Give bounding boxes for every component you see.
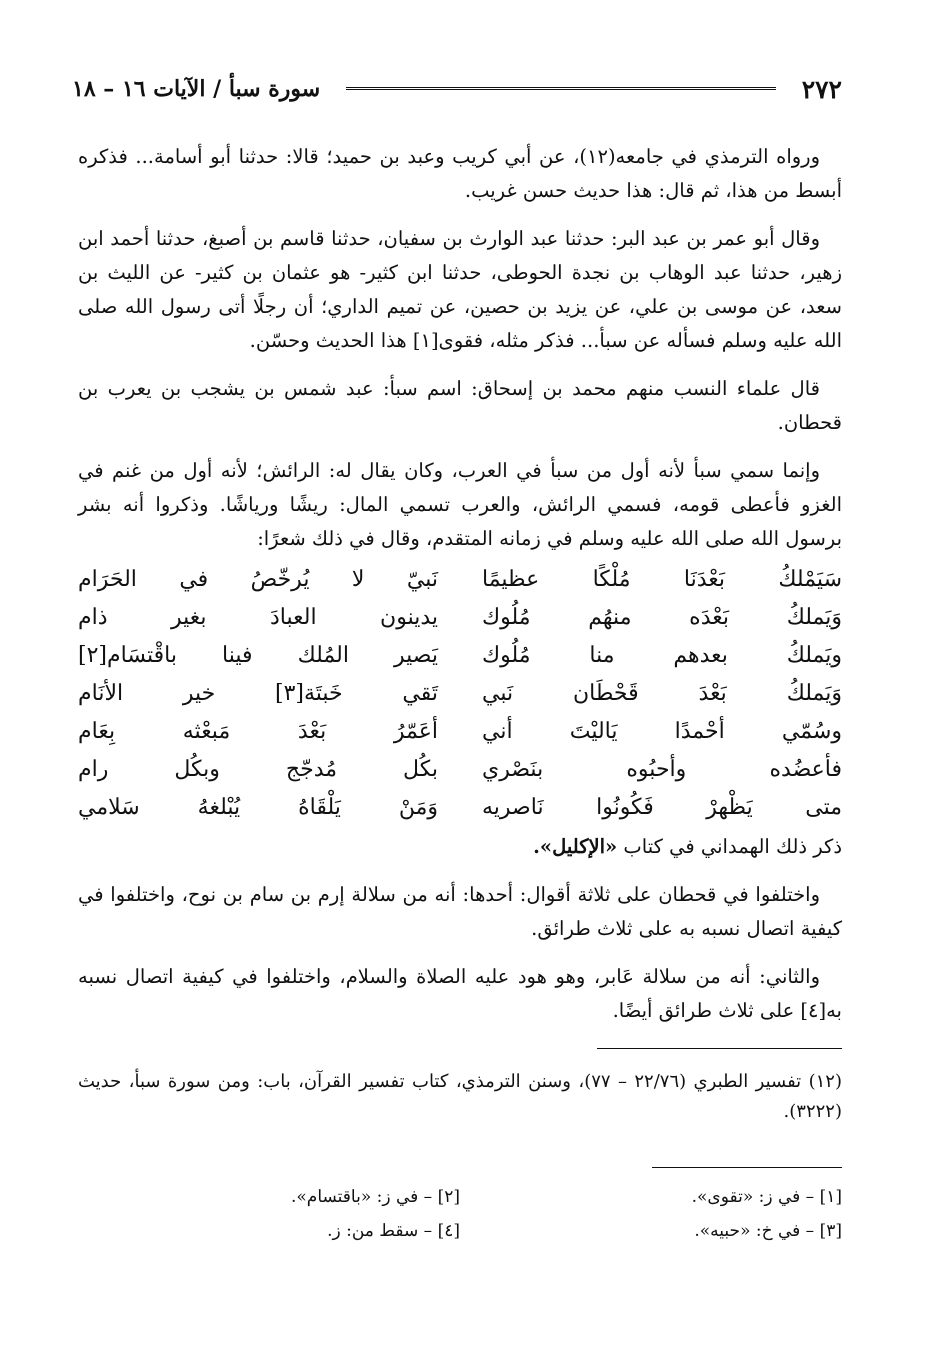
variant-note: [١] – في ز: «تقوى». — [691, 1187, 842, 1207]
verse-first-hemistich: ويَملكُ بعدهم منا مُلُوك — [482, 642, 842, 668]
footnote-rule — [597, 1048, 842, 1049]
poem — [78, 560, 842, 826]
paragraph-ibn-abd-al-barr: وقال أبو عمر بن عبد البر: حدثنا عبد الوارث بن سفيان، حدثنا قاسم بن أصبغ، حدثنا أحمد ابن زهير، حدثنا عبد الوهاب بن نجدة الحوطى، حدثنا ابن كثير- هو عثمان بن كثير- عن الليث بن سعد، عن موسى بن علي، عن يزيد بن حصين، عن تميم الداري؛ أن رجلًا أتى رسول الله صلى الله عليه وسلم فسأله عن سبأ... فذكر مثله، فقوى[١] هذا الحديث وحسّن. — [78, 227, 842, 352]
paragraph-naming: وإنما سمي سبأ لأنه أول من سبأ في العرب، وكان يقال له: الرائش؛ لأنه أول من غنم في الغزو فأعطى قومه، فسمي الرائش، والعرب تسمي المال: ريشًا ورياشًا. وذكروا أنه بشر برسول الله صلى الله عليه وسلم في زمانه المتقدم، وقال في ذلك شعرًا: — [78, 459, 842, 550]
verse-first-hemistich: متى يَظْهرْ فَكُونُوا نَاصريه — [482, 794, 842, 820]
variant-note: [٢] – في ز: «باقتسام». — [290, 1187, 460, 1207]
header-rule — [346, 87, 776, 92]
poem-verse — [78, 750, 842, 788]
paragraph-tirmidhi: ورواه الترمذي في جامعه(١٢)، عن أبي كريب وعبد بن حميد؛ قالا: حدثنا أبو أسامة... فذكره أبسط من هذا، ثم قال: هذا حديث حسن غريب. — [78, 145, 842, 202]
verse-first-hemistich: وَيَملكُ بَعْدَه منهُم مُلُوك — [482, 604, 842, 630]
poem-verse — [78, 712, 842, 750]
main-text — [78, 140, 842, 1246]
page-header — [72, 72, 842, 106]
source-text: ذكر ذلك الهمداني في كتاب — [623, 835, 842, 858]
book-title: «الإكليل». — [533, 835, 618, 858]
verse-second-hemistich: أعَمّرُ بَعْدَ مَبعْثه بِعَام — [78, 718, 438, 744]
page-number: ٢٧٢ — [801, 74, 842, 104]
poem-verse — [78, 560, 842, 598]
verse-first-hemistich: فأعضُده وأحبُوه بنَصْري — [482, 756, 842, 782]
poem-verse — [78, 598, 842, 636]
paragraph-source — [78, 830, 842, 864]
running-head: سورة سبأ / الآيات ١٦ – ١٨ — [72, 76, 321, 102]
verse-second-hemistich: تَقي خَبتَة[٣] خير الأنَام — [78, 680, 438, 706]
variant-notes — [78, 1182, 842, 1246]
paragraph-genealogy: قال علماء النسب منهم محمد بن إسحاق: اسم سبأ: عبد شمس بن يشجب بن يعرب بن قحطان. — [78, 377, 842, 434]
variants-rule — [652, 1167, 842, 1168]
verse-second-hemistich: يدينون العبادَ بغير ذام — [78, 604, 438, 630]
variant-note: [٤] – سقط من: ز. — [327, 1221, 460, 1241]
verse-second-hemistich: بكُل مُدجّج وبكُل رام — [78, 756, 438, 782]
verse-first-hemistich: وسُمّي أحْمدًا يَاليْتَ أني — [482, 718, 842, 744]
poem-verse — [78, 674, 842, 712]
verse-second-hemistich: وَمَنْ يَلْقَاهُ يُبْلغهُ سَلامي — [78, 794, 438, 820]
footnote-12: (١٢) تفسير الطبري (٢٢/٧٦ – ٧٧)، وسنن الترمذي، كتاب تفسير القرآن، باب: ومن سورة سبأ، حديث (٣٢٢٢). — [78, 1071, 842, 1122]
verse-second-hemistich: نَبيّ لا يُرخّصُ في الحَرَام — [78, 566, 438, 592]
poem-verse — [78, 788, 842, 826]
poem-verse — [78, 636, 842, 674]
verse-first-hemistich: سَيَمْلكُ بَعْدَنَا مُلْكًا عظيمًا — [482, 566, 842, 592]
variant-note: [٣] – في خ: «حبيه». — [694, 1221, 842, 1241]
paragraph-qahtan-first: واختلفوا في قحطان على ثلاثة أقوال: أحدها: أنه من سلالة إرم بن سام بن نوح، واختلفوا في كيفية اتصال نسبه به على ثلاث طرائق. — [78, 883, 842, 940]
verse-second-hemistich: يَصير المُلك فينا باقْتسَام[٢] — [78, 642, 438, 668]
verse-first-hemistich: وَيَملكُ بَعْدَ قَحْطَان نَبي — [482, 680, 842, 706]
paragraph-qahtan-second: والثاني: أنه من سلالة عَابر، وهو هود عليه الصلاة والسلام، واختلفوا في كيفية اتصال نسبه به[٤] على ثلاث طرائق أيضًا. — [78, 965, 842, 1022]
